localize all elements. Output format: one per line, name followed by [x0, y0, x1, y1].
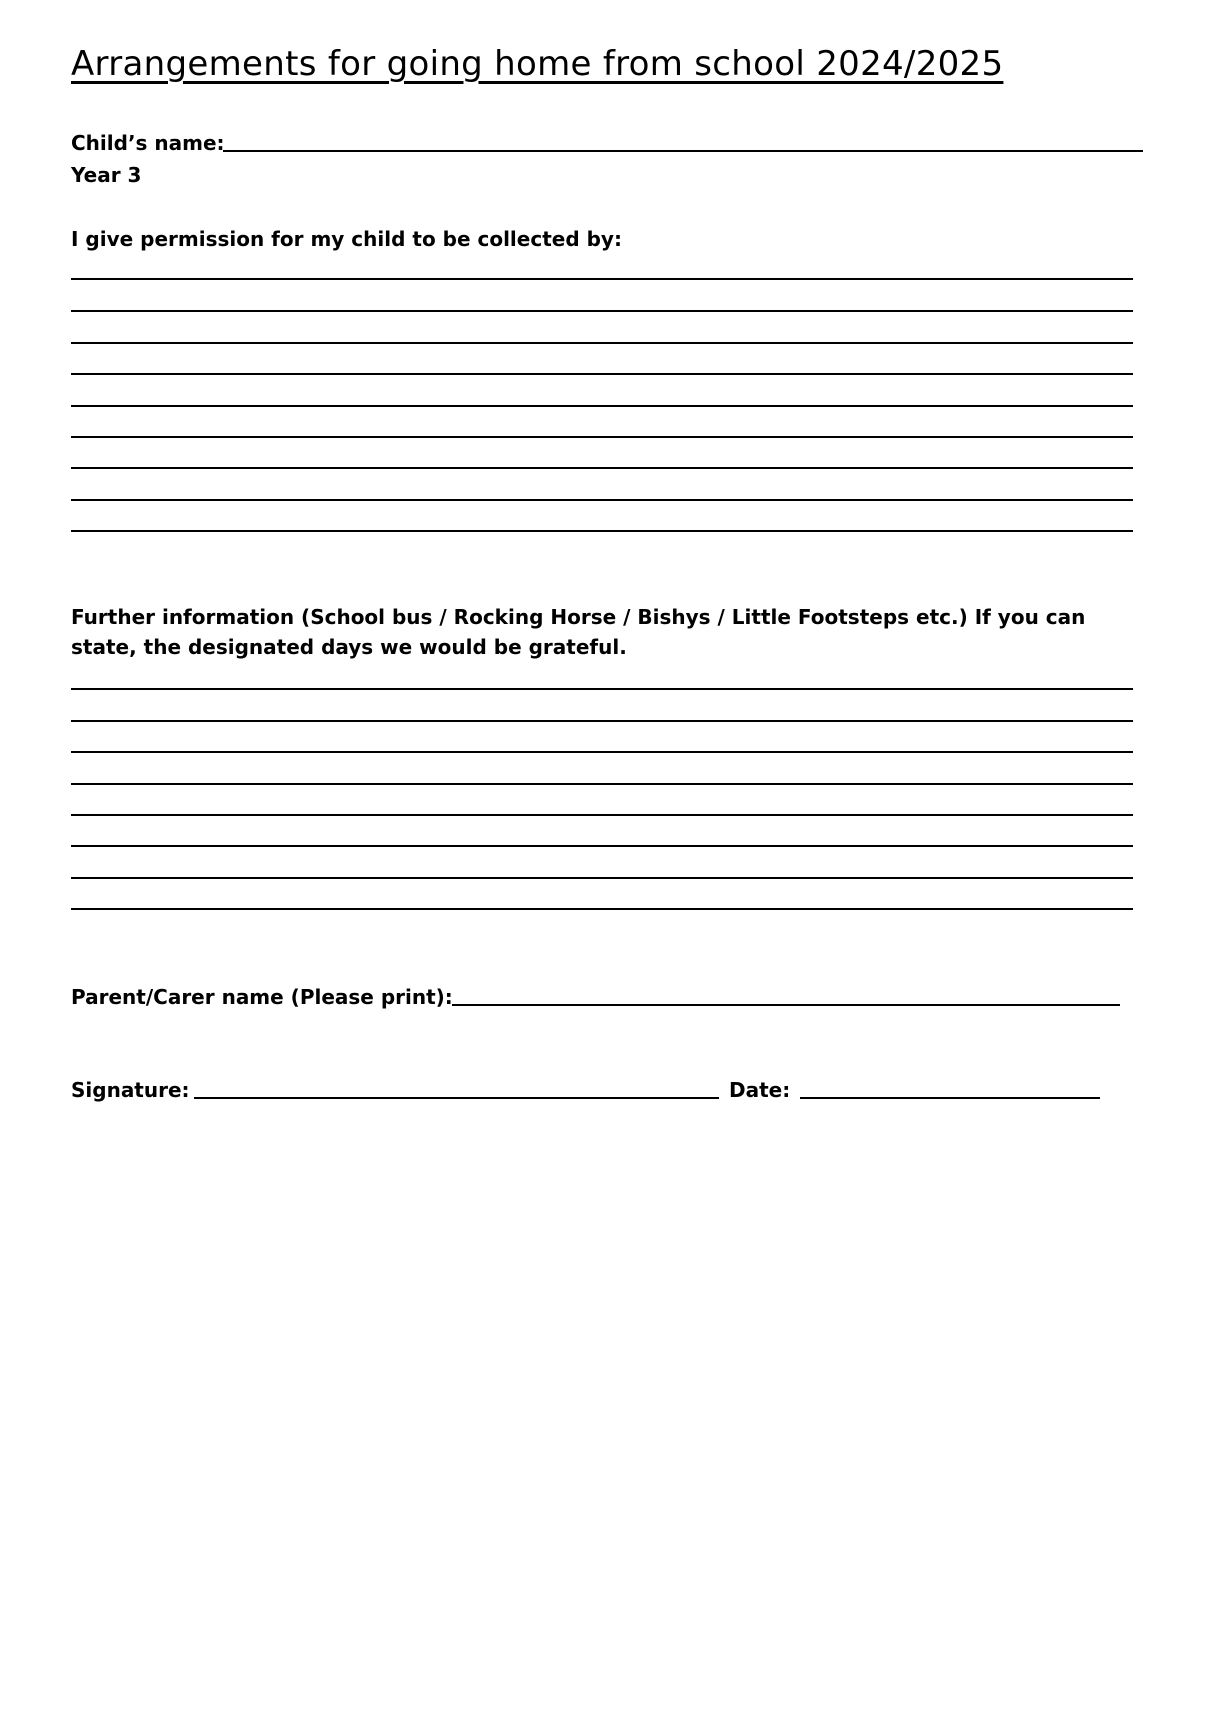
permission-text: I give permission for my child to be collected by:	[71, 227, 622, 251]
child-name-input[interactable]	[223, 128, 1143, 152]
signature-label: Signature:	[71, 1078, 190, 1102]
form-title: Arrangements for going home from school 2024/2025	[71, 44, 1004, 84]
further-info-line[interactable]	[71, 729, 1133, 753]
signature-input[interactable]	[194, 1075, 719, 1099]
further-info-line[interactable]	[71, 823, 1133, 847]
collected-by-line[interactable]	[71, 288, 1133, 312]
collected-by-line[interactable]	[71, 320, 1133, 344]
further-info-text: Further information (School bus / Rocking Horse / Bishys / Little Footsteps etc.) If you can state, the designated days we would be grateful.	[71, 605, 1086, 659]
collected-by-line[interactable]	[71, 477, 1133, 501]
collected-by-line[interactable]	[71, 414, 1133, 438]
date-input[interactable]	[800, 1075, 1100, 1099]
further-info-line[interactable]	[71, 666, 1133, 690]
further-info-line[interactable]	[71, 886, 1133, 910]
further-info-line[interactable]	[71, 761, 1133, 785]
further-info-line[interactable]	[71, 855, 1133, 879]
further-info-line[interactable]	[71, 698, 1133, 722]
collected-by-line[interactable]	[71, 508, 1133, 532]
collected-by-line[interactable]	[71, 256, 1133, 280]
year-text: Year 3	[71, 163, 142, 187]
collected-by-line[interactable]	[71, 445, 1133, 469]
parent-name-label: Parent/Carer name (Please print):	[71, 985, 453, 1009]
further-info-line[interactable]	[71, 792, 1133, 816]
parent-name-input[interactable]	[452, 982, 1120, 1006]
collected-by-line[interactable]	[71, 351, 1133, 375]
collected-by-line[interactable]	[71, 383, 1133, 407]
date-label: Date:	[729, 1078, 791, 1102]
child-name-label: Child’s name:	[71, 131, 225, 155]
